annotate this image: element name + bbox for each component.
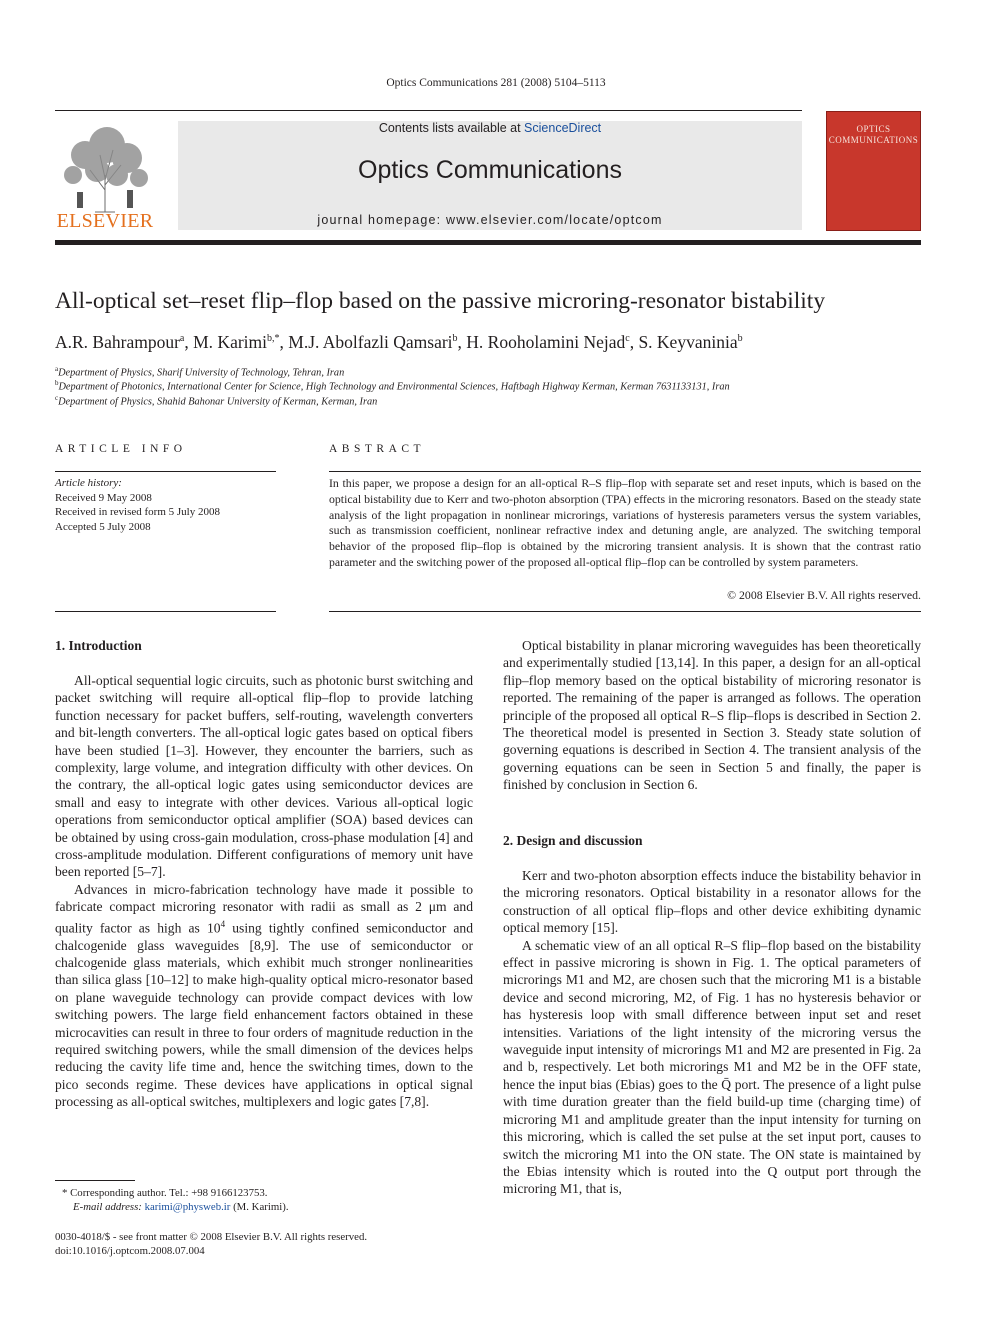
design-paragraph-2: A schematic view of an all optical R–S flip–flop based on the bistability effect in passive microring is shown in Fig. 1. The optical parameters of microrings M1 and M2, are chosen such that the microring M1 is a bistable device and second microring, M2, of Fig. 1 has no hysteresis behavior or has hysteresis loop with small difference between input set and reset intensities. Variations of the light intensity of the microring versus the waveguide input intensity of microrings M1 and M2 are presented in Fig. 2a and b, respectively. Let both microrings M1 and M2 be in the OFF state, hence the input bias (Ebias) goes to the Q̄ port. The presence of a light pulse with time duration greater than the field build-up time (charging time) of microring M1 and amplitude greater than the input intensity for turning on this microring, which is called the set pulse at the set input port, causes to switch the microring M1 into the ON state. The ON state is maintained by the Ebias intensity which is routed into the Q output port through the microring M1, that is, [503, 937, 921, 1197]
corresponding-author-note: * Corresponding author. Tel.: +98 9166123753. [62, 1187, 268, 1199]
affiliation-a: $^a$Department of Physics, Sharif University of Technology, Tehran, Iran [55, 365, 345, 379]
cover-title-line-1: OPTICS [856, 124, 891, 134]
footnote-rule [55, 1180, 135, 1181]
author-affiliation-mark: c [625, 333, 630, 345]
header-rule [55, 110, 802, 111]
issn-line: 0030-4018/$ - see front matter © 2008 Elsevier B.V. All rights reserved. [55, 1231, 368, 1243]
author-name: A.R. Bahrampour [55, 332, 180, 352]
email-note: E-mail address: karimi@physweb.ir (M. Karimi). [73, 1201, 289, 1213]
abstract-bottom-rule [329, 611, 921, 612]
article-info-bottom-rule [55, 611, 276, 612]
design-paragraph-1: Kerr and two-photon absorption effects induce the bistability behavior in the microring resonators. Optical bistability in a resonator allows for the construction of all optical flip–flops and other device exhibiting dynamic optical memory [15]. [503, 868, 921, 936]
abstract-copyright: © 2008 Elsevier B.V. All rights reserved. [727, 588, 921, 602]
contents-prefix: Contents lists available at [378, 121, 525, 135]
section-1-heading: 1. Introduction [55, 638, 142, 653]
affiliation-b: $^b$Department of Photonics, International Center for Science, High Technology and Environmental Sciences, Haftbagh Highway Kerman, Kerman 7631133131, Iran [55, 379, 730, 393]
intro-paragraph-2: Advances in micro-fabrication technology have made it possible to fabricate compact microring resonator with radii as small as 2 μm and quality factor as high as $10^4$ using tightly confined semiconductor and chalcogenide glass waveguides [8,9]. The use of semiconductor or chalcogenide glass materials, which exhibit much stronger nonlinearities than silica glass [10–12] to make high-quality optical micro-resonator based on plane waveguide technology can provide compact devices with low switching powers. The large field enhancement factors obtained in these microcavities can result in three to four orders of magnitude reduction in the required switching powers, while the small dimension of the devices helps reducing the cavity life time and, hence the switching times, down to the pico seconds regime. These devices have applications in optical signal processing as all-optical switches, multiplexers and logic gates [7,8]. [55, 881, 473, 1110]
left-column-text [55, 672, 473, 1111]
right-paragraph-1: Optical bistability in planar microring waveguides has been theoretically and experimentally studied [13,14]. In this paper, a design for an all-optical flip–flop memory based on the optical bistability of microring resonator is reported. The remaining of the paper is arranged as follows. The operation principle of the proposed all optical R–S flip–flops is described in Section 2. The theoretical model is presented in Section 3. Steady state solution of governing equations is described in Section 4. The transient analysis of the governing equations can be seen in Section 5 and finally, the paper is finished by conclusion in Section 6. [503, 638, 921, 793]
author-name: H. Rooholamini Nejad [466, 332, 626, 352]
author-name: S. Keyvaninia [638, 332, 738, 352]
author-affiliation-mark: b [452, 333, 458, 345]
sciencedirect-link[interactable]: ScienceDirect [524, 121, 602, 135]
intro-paragraph-1: All-optical sequential logic circuits, such as photonic burst switching and packet switching will require all-optical flip–flop to provide latching function necessary for packet buffers, self-routing, wavelength converters and bit-length converters. The all-optical logic gates based on optical fibers have been studied [1–3]. However, they encounter the barriers, such as complexity, large volume, and integration difficulty with other devices. On the contrary, the all-optical logic gates using semiconductor devices are small and easy to integrate with other devices. Various all-optical logic operations from semiconductor optical amplifier (SOA) based devices can be obtained by using cross-gain modulation, cross-phase modulation [4] and cross-amplitude modulation. Different configurations of memory unit have been reported [5–7]. [55, 673, 473, 880]
article-info-heading: ARTICLE INFO [55, 443, 187, 455]
article-history [55, 476, 276, 534]
right-column-top-text [503, 637, 921, 794]
abstract-rule [329, 471, 921, 472]
abstract-heading: ABSTRACT [329, 443, 426, 455]
received-date: Received 9 May 2008 [55, 491, 152, 504]
author-list: A.R. Bahrampour$^a$, M. Karimi$^{b,*}$, M.J. Abolfazli Qamsari$^b$, H. Rooholamini Nejad$^c$, S. Keyvaninia$^b$ [55, 332, 743, 352]
accepted-date: Accepted 5 July 2008 [55, 520, 151, 533]
journal-name: Optics Communications [358, 156, 622, 184]
doi-line[interactable]: doi:10.1016/j.optcom.2008.07.004 [55, 1245, 205, 1257]
article-title: All-optical set–reset flip–flop based on the passive microring-resonator bistability [55, 288, 826, 314]
journal-homepage[interactable]: journal homepage: www.elsevier.com/locate/optcom [317, 213, 663, 227]
abstract-text: In this paper, we propose a design for an all-optical R–S flip–flop with separate set and reset inputs, which is based on the optical bistability due to Kerr and two-photon absorption (TPA) effects in the microring resonators. Based on the steady state analysis of the light propagation in nonlinear microrings, variations of hysteresis parameters versus the system variables, such as transmission coefficient, nonlinear refractive index and detuning angle, are analyzed. The switching temporal behavior of the proposed flip–flop is obtained by the microring transient analysis. It is shown that the contrast ratio parameter and the switching power of the proposed all-optical flip–flop can be controlled by system parameters. [329, 476, 921, 569]
elsevier-wordmark: ELSEVIER [56, 210, 154, 232]
email-link[interactable]: karimi@physweb.ir [144, 1201, 231, 1213]
contents-line [178, 121, 802, 135]
revised-date: Received in revised form 5 July 2008 [55, 506, 220, 519]
author-affiliation-mark: a [179, 333, 185, 345]
author-affiliation-mark: b [737, 333, 743, 345]
cover-title-line-2: COMMUNICATIONS [828, 135, 919, 145]
affiliation-c: $^c$Department of Physics, Shahid Bahonar University of Kerman, Kerman, Iran [55, 394, 378, 408]
author-affiliation-mark: b,* [267, 333, 280, 345]
journal-citation: Optics Communications 281 (2008) 5104–5113 [386, 77, 606, 89]
history-label: Article history: [55, 477, 122, 489]
article-info-rule [55, 471, 276, 472]
elsevier-tree-logo-icon [55, 120, 155, 215]
right-column-text [503, 867, 921, 1198]
author-name: M. Karimi [193, 332, 268, 352]
author-name: M.J. Abolfazli Qamsari [288, 332, 453, 352]
section-2-heading: 2. Design and discussion [503, 833, 643, 848]
header-thick-rule [55, 240, 921, 245]
